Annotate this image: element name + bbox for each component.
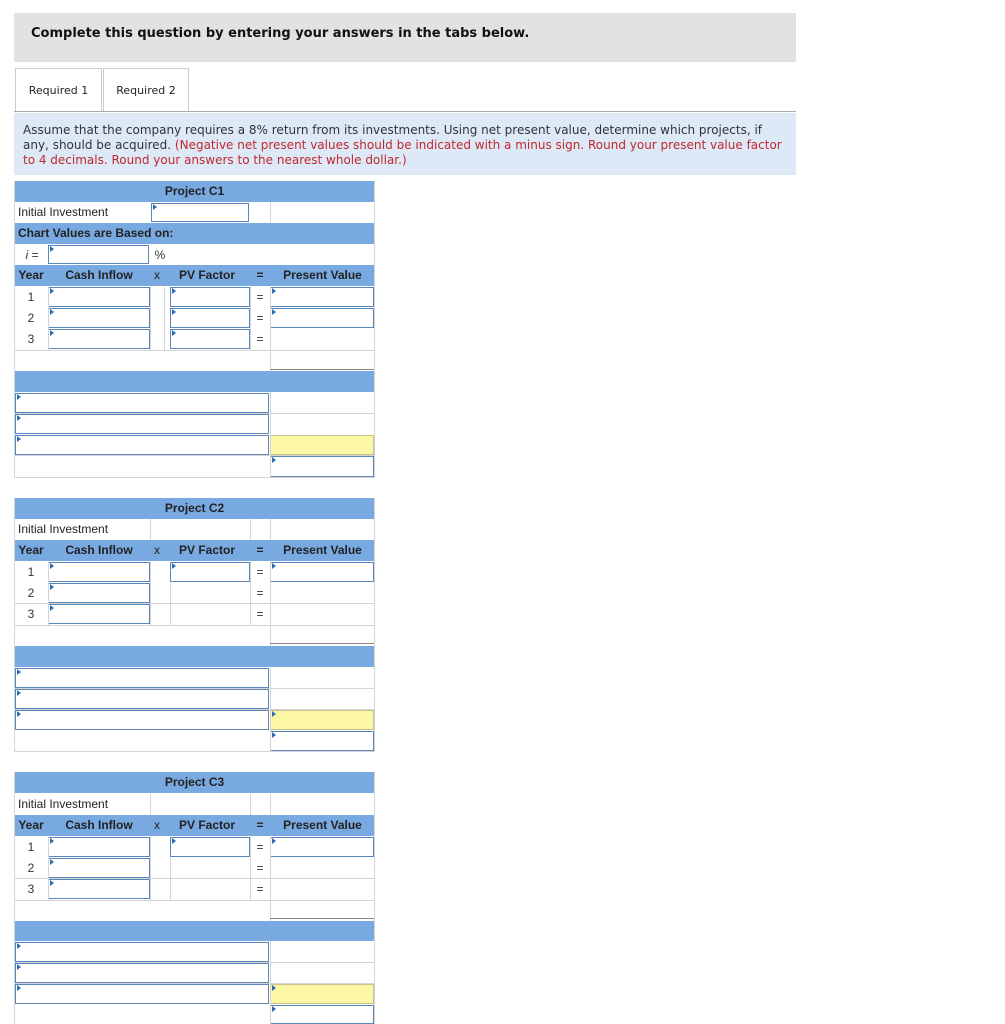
c1-col-x: x [154, 268, 160, 282]
cell-divider [270, 202, 271, 223]
row-divider [14, 900, 375, 901]
row-divider [14, 625, 375, 626]
cell-divider [270, 941, 271, 1024]
c3-year-1: 1 [27, 840, 35, 854]
c2-year-2: 2 [27, 586, 35, 600]
c1-pv-factor-2[interactable] [170, 308, 250, 328]
c2-col-present-value: Present Value [283, 543, 362, 557]
c1-col-cash-inflow: Cash Inflow [65, 268, 133, 282]
c1-pv-factor-1[interactable] [170, 287, 250, 307]
c2-summary-band [14, 646, 375, 667]
c3-initial-investment-label: Initial Investment [18, 797, 109, 811]
cell-divider [250, 562, 251, 625]
c2-pv-factor-1[interactable] [170, 562, 250, 582]
c3-net-present-value[interactable] [270, 1005, 374, 1024]
cell-divider [164, 287, 165, 350]
c3-eq-2: = [256, 861, 264, 875]
cell-divider [48, 562, 49, 625]
c2-net-present-value[interactable] [270, 731, 374, 751]
c2-year-3: 3 [27, 607, 35, 621]
c3-present-value-1[interactable] [270, 837, 374, 857]
cell-divider [250, 519, 251, 540]
c1-percent-sign: % [154, 248, 166, 262]
c3-summary-label-2[interactable] [15, 963, 269, 983]
c3-summary-yellow-cell[interactable] [270, 984, 374, 1004]
cell-divider [150, 794, 151, 815]
instructions-box [14, 113, 796, 175]
table-right-border [374, 772, 375, 1024]
c1-year-3: 3 [27, 332, 35, 346]
cell-divider [150, 287, 151, 350]
cell-divider [170, 858, 171, 900]
cell-divider [270, 667, 271, 752]
c1-col-present-value: Present Value [283, 268, 362, 282]
row-divider [14, 688, 375, 689]
cell-divider [270, 392, 271, 478]
c1-chart-values-label: Chart Values are Based on: [18, 226, 174, 240]
row-divider [14, 350, 375, 351]
c2-summary-label-1[interactable] [15, 668, 269, 688]
c1-net-present-value[interactable] [270, 456, 374, 477]
c3-col-cash-inflow: Cash Inflow [65, 818, 133, 832]
c1-chart-values-band [14, 223, 375, 244]
cell-divider [250, 287, 251, 350]
c2-eq-1: = [256, 565, 264, 579]
c1-initial-investment-input[interactable] [151, 203, 249, 222]
c2-cash-inflow-2[interactable] [48, 583, 150, 603]
c1-cash-inflow-2[interactable] [48, 308, 150, 328]
cell-divider [270, 519, 271, 540]
tab-required-1[interactable]: Required 1 [15, 68, 102, 112]
c3-pv-factor-1[interactable] [170, 837, 250, 857]
c3-cash-inflow-2[interactable] [48, 858, 150, 878]
table-left-border [14, 181, 15, 478]
cell-divider [270, 794, 271, 815]
tab-divider [14, 111, 796, 112]
cell-divider [270, 287, 271, 371]
c2-summary-label-3[interactable] [15, 710, 269, 730]
c1-year-2: 2 [27, 311, 35, 325]
c3-col-eq: = [256, 818, 264, 832]
c2-eq-3: = [256, 607, 264, 621]
c3-year-3: 3 [27, 882, 35, 896]
c3-summary-label-3[interactable] [15, 984, 269, 1004]
row-divider [14, 962, 375, 963]
c2-present-value-1[interactable] [270, 562, 374, 582]
c1-summary-label-1[interactable] [15, 393, 269, 413]
row-divider [14, 709, 375, 710]
tab-required-2[interactable]: Required 2 [103, 68, 189, 112]
c1-col-eq: = [256, 268, 264, 282]
c2-summary-yellow-cell[interactable] [270, 710, 374, 730]
c3-col-pv-factor: PV Factor [178, 818, 235, 832]
c1-cash-inflow-1[interactable] [48, 287, 150, 307]
table-right-border [374, 498, 375, 752]
c1-cash-inflow-3[interactable] [48, 329, 150, 349]
table-left-border [14, 772, 15, 1024]
c2-cash-inflow-1[interactable] [48, 562, 150, 582]
c1-initial-investment-label: Initial Investment [18, 205, 109, 219]
cell-divider [250, 837, 251, 900]
c3-col-year: Year [18, 818, 44, 832]
c2-col-pv-factor: PV Factor [178, 543, 235, 557]
cell-divider [270, 837, 271, 921]
row-divider [14, 983, 375, 984]
c1-eq-1: = [256, 290, 264, 304]
c3-summary-band [14, 921, 375, 941]
row-divider [14, 603, 375, 604]
row-divider [14, 477, 375, 478]
c1-present-value-1[interactable] [270, 287, 374, 307]
cell-divider [150, 837, 151, 900]
c2-year-1: 1 [27, 565, 35, 579]
c2-cash-inflow-3[interactable] [48, 604, 150, 624]
c1-eq-3: = [256, 332, 264, 346]
c3-cash-inflow-1[interactable] [48, 837, 150, 857]
row-divider [14, 878, 375, 879]
cell-divider [150, 519, 151, 540]
c2-summary-label-2[interactable] [15, 689, 269, 709]
row-divider [14, 751, 375, 752]
table-right-border [374, 181, 375, 478]
header-title: Complete this question by entering your answers in the tabs below. [31, 26, 530, 41]
c2-col-cash-inflow: Cash Inflow [65, 543, 133, 557]
c3-col-x: x [154, 818, 160, 832]
project-c1-title: Project C1 [14, 181, 375, 202]
cell-divider [250, 794, 251, 815]
instructions-paragraph [23, 123, 788, 168]
c1-i-label: i = [25, 248, 39, 262]
instructions-note: (Negative net present values should be indicated with a minus sign. Round your present value factor to 4 decimals. Round your answers to the nearest whole dollar.) [23, 138, 782, 167]
cell-divider [150, 562, 151, 625]
c2-col-eq: = [256, 543, 264, 557]
c1-pv-factor-3[interactable] [170, 329, 250, 349]
c2-initial-investment-label: Initial Investment [18, 522, 109, 536]
c2-eq-2: = [256, 586, 264, 600]
c1-year-1: 1 [27, 290, 35, 304]
c1-col-pv-factor: PV Factor [178, 268, 235, 282]
c1-summary-yellow-cell [270, 435, 374, 455]
c1-summary-label-2[interactable] [15, 414, 269, 434]
project-c3-title: Project C3 [14, 772, 375, 793]
cell-divider [48, 287, 49, 350]
question-header [14, 13, 796, 62]
c3-summary-label-1[interactable] [15, 942, 269, 962]
c3-col-present-value: Present Value [283, 818, 362, 832]
table-left-border [14, 498, 15, 752]
instructions-text: Assume that the company requires a 8% return from its investments. Using net present value, determine which projects, if any, should be acquired. [23, 123, 763, 152]
c2-col-x: x [154, 543, 160, 557]
c1-eq-2: = [256, 311, 264, 325]
c2-col-year: Year [18, 543, 44, 557]
c1-summary-label-3[interactable] [15, 435, 269, 455]
c1-summary-band [14, 371, 375, 392]
c1-col-year: Year [18, 268, 44, 282]
c3-year-2: 2 [27, 861, 35, 875]
project-c2-title: Project C2 [14, 498, 375, 519]
c3-eq-3: = [256, 882, 264, 896]
c3-eq-1: = [256, 840, 264, 854]
cell-divider [270, 562, 271, 646]
cell-divider [48, 837, 49, 900]
c1-present-value-2[interactable] [270, 308, 374, 328]
cell-divider [170, 583, 171, 625]
c1-rate-input[interactable] [48, 245, 149, 264]
c3-cash-inflow-3[interactable] [48, 879, 150, 899]
